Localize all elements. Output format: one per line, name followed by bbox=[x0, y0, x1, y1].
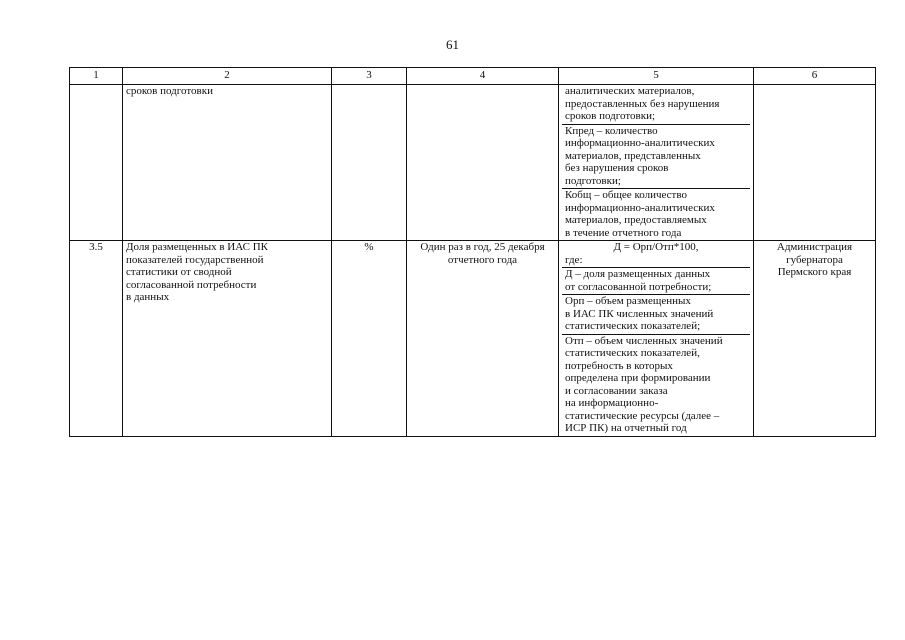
cell-line: Администрация bbox=[776, 241, 853, 253]
table-row bbox=[70, 85, 876, 241]
cell-line: Доля размещенных в ИАС ПК bbox=[126, 241, 268, 253]
cell-line: статистических показателей, bbox=[565, 347, 700, 359]
indicator-table bbox=[69, 67, 876, 437]
header-col-5: 5 bbox=[559, 68, 754, 85]
cell-line: отчетного года bbox=[447, 253, 518, 266]
formula-paragraph bbox=[562, 267, 750, 294]
cell-line: Орп – объем размещенных bbox=[565, 295, 691, 307]
cell-line: ИСР ПК) на отчетный год bbox=[565, 422, 687, 434]
cell-line: статистики от сводной bbox=[126, 266, 232, 278]
formula-paragraph bbox=[562, 85, 750, 124]
cell-line: определена при формировании bbox=[565, 372, 711, 384]
cell-line: материалов, представленных bbox=[565, 149, 701, 162]
frequency bbox=[407, 85, 559, 241]
header-row bbox=[70, 68, 876, 85]
unit: % bbox=[332, 241, 407, 437]
formula-paragraph bbox=[562, 124, 750, 189]
cell-line: Д – доля размещенных данных bbox=[565, 268, 711, 280]
formula-paragraph bbox=[562, 188, 750, 240]
cell-line: информационно-аналитических bbox=[565, 137, 715, 149]
header-col-4: 4 bbox=[407, 68, 559, 85]
cell-line: в данных bbox=[126, 291, 170, 303]
cell-line: статистических показателей; bbox=[565, 320, 701, 332]
cell-line: от согласованной потребности; bbox=[565, 280, 712, 293]
header-col-3: 3 bbox=[332, 68, 407, 85]
indicator-name bbox=[123, 85, 332, 241]
cell-line: предоставленных без нарушения bbox=[565, 97, 720, 110]
unit bbox=[332, 85, 407, 241]
cell-line: аналитических материалов, bbox=[565, 85, 695, 97]
responsible bbox=[754, 241, 876, 437]
cell-line: на информационно- bbox=[565, 397, 659, 409]
formula-paragraph bbox=[562, 241, 750, 267]
cell-line: подготовки; bbox=[565, 174, 621, 187]
cell-line: в ИАС ПК численных значений bbox=[565, 307, 714, 320]
formula-text: Д = Орп/Отп*100, bbox=[613, 241, 699, 253]
cell-line: показателей государственной bbox=[126, 253, 264, 266]
cell-line: информационно-аналитических bbox=[565, 201, 715, 214]
header-col-6: 6 bbox=[754, 68, 876, 85]
formula-cell bbox=[559, 85, 754, 241]
cell-line: сроков подготовки; bbox=[565, 110, 656, 122]
cell-line: Один раз в год, 25 декабря bbox=[420, 241, 545, 253]
page-number: 61 bbox=[446, 37, 459, 52]
cell-line: Пермского края bbox=[777, 266, 852, 278]
formula-cell bbox=[559, 241, 754, 437]
cell-line: без нарушения сроков bbox=[565, 162, 669, 174]
cell-line: потребность в которых bbox=[565, 359, 673, 372]
indicator-name bbox=[123, 241, 332, 437]
cell-line: статистические ресурсы (далее – bbox=[565, 409, 720, 422]
row-number bbox=[70, 85, 123, 241]
formula-paragraph bbox=[562, 294, 750, 334]
frequency bbox=[407, 241, 559, 437]
cell-line: и согласовании заказа bbox=[565, 384, 668, 397]
cell-line: сроков подготовки bbox=[126, 85, 213, 97]
cell-line: согласованной потребности bbox=[126, 278, 257, 291]
row-number: 3.5 bbox=[70, 241, 123, 437]
header-col-1: 1 bbox=[70, 68, 123, 85]
cell-line: материалов, предоставляемых bbox=[565, 214, 707, 226]
cell-line: Отп – объем численных значений bbox=[565, 334, 723, 347]
cell-line: Кобщ – общее количество bbox=[565, 189, 687, 201]
cell-line: Кпред – количество bbox=[565, 124, 658, 137]
cell-line: губернатора bbox=[786, 253, 843, 266]
cell-line: в течение отчетного года bbox=[565, 226, 682, 239]
responsible bbox=[754, 85, 876, 241]
table-row bbox=[70, 241, 876, 437]
header-col-2: 2 bbox=[123, 68, 332, 85]
formula-paragraph bbox=[562, 334, 750, 436]
cell-line: где: bbox=[565, 253, 583, 266]
